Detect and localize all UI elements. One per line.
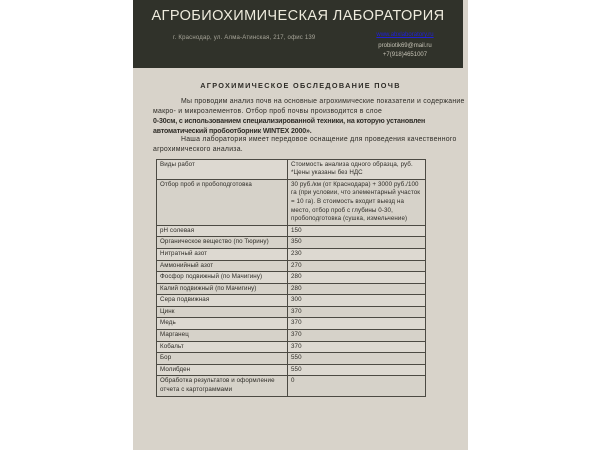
- table-row: [157, 295, 426, 307]
- price-table: [156, 159, 426, 397]
- price-value: 550: [288, 364, 426, 376]
- price-value: 550: [288, 353, 426, 365]
- work-label: Аммонийный азот: [157, 260, 288, 272]
- price-value: 370: [288, 330, 426, 342]
- table-header-price: [288, 159, 426, 179]
- intro-paragraphs: [153, 97, 465, 155]
- price-value: 0: [288, 376, 426, 396]
- work-label: Молибден: [157, 364, 288, 376]
- website-link[interactable]: www.abxlaboratory.ru: [376, 32, 434, 38]
- work-label: Обработка результатов и оформление отчета с картограммами: [157, 376, 288, 396]
- price-value: 280: [288, 272, 426, 284]
- email-text: probiotik69@mail.ru: [378, 43, 432, 49]
- table-row: [157, 225, 426, 237]
- lab-title: АГРОБИОХИМИЧЕСКАЯ ЛАБОРАТОРИЯ: [151, 7, 445, 24]
- work-label: Кобальт: [157, 341, 288, 353]
- table-row: [157, 237, 426, 249]
- table-row: [157, 330, 426, 342]
- table-row: [157, 353, 426, 365]
- work-label: Сера подвижная: [157, 295, 288, 307]
- lab-address: г. Краснодар, ул. Алма-Атинская, 217, офис 139: [173, 35, 316, 41]
- work-label: Бор: [157, 353, 288, 365]
- paragraph-line: макро- и микроэлементов. Отбор проб почвы производится в слое: [153, 107, 383, 115]
- price-value: 230: [288, 248, 426, 260]
- table-header-row: [157, 159, 426, 179]
- document-body: [133, 68, 468, 397]
- paragraph-line: Наша лаборатория имеет передовое оснащение для проведения качественного: [181, 136, 457, 144]
- price-value: 150: [288, 225, 426, 237]
- price-value: 300: [288, 295, 426, 307]
- phone-text: +7(918)4651007: [382, 52, 428, 58]
- table-row: [157, 272, 426, 284]
- table-row: [157, 306, 426, 318]
- work-label: Органическое вещество (по Тюрину): [157, 237, 288, 249]
- price-value: 370: [288, 341, 426, 353]
- table-row: [157, 341, 426, 353]
- paragraph-line: Мы проводим анализ почв на основные агрохимические показатели и содержание: [181, 98, 465, 105]
- contacts-block: [359, 32, 451, 60]
- work-label: Калий подвижный (по Мачигину): [157, 283, 288, 295]
- letterhead: [133, 0, 463, 68]
- price-value: 270: [288, 260, 426, 272]
- work-label: Медь: [157, 318, 288, 330]
- work-label: pH солевая: [157, 225, 288, 237]
- table-row: [157, 248, 426, 260]
- price-value: 350: [288, 237, 426, 249]
- table-row: [157, 376, 426, 396]
- section-title: АГРОХИМИЧЕСКОЕ ОБСЛЕДОВАНИЕ ПОЧВ: [200, 81, 401, 90]
- letterhead-columns: [133, 24, 463, 60]
- price-value: 370: [288, 318, 426, 330]
- table-row: [157, 260, 426, 272]
- price-value: 280: [288, 283, 426, 295]
- table-row: [157, 318, 426, 330]
- price-value: 370: [288, 306, 426, 318]
- table-header-works: Виды работ: [157, 159, 288, 179]
- paragraph-line: агрохимического анализа.: [153, 145, 243, 153]
- table-row: [157, 364, 426, 376]
- price-note: *Цены указаны без НДС: [291, 169, 363, 177]
- paragraph-line: 0-30см, с использованием специализированной техники, на которую установлен: [153, 116, 426, 126]
- document-page: [133, 0, 468, 450]
- sampling-label: Отбор проб и пробоподготовка: [157, 179, 288, 225]
- work-label: Марганец: [157, 330, 288, 342]
- table-row: [157, 283, 426, 295]
- sampling-row: [157, 179, 426, 225]
- paragraph-line: автоматический пробоотборник WINTEX 2000».: [153, 125, 312, 135]
- price-header-line: Стоимость анализа одного образца, руб.: [291, 160, 413, 168]
- work-label: Фосфор подвижный (по Мачигину): [157, 272, 288, 284]
- sampling-description: 30 руб./км (от Краснодара) + 3000 руб./100 га (при условии, что элементарный участок = 10 га). В стоимость входит выезд на место, отбор проб с глубины 0-30, пробоподготовка (сушка, измельчение): [288, 179, 426, 225]
- work-label: Нитратный азот: [157, 248, 288, 260]
- work-label: Цинк: [157, 306, 288, 318]
